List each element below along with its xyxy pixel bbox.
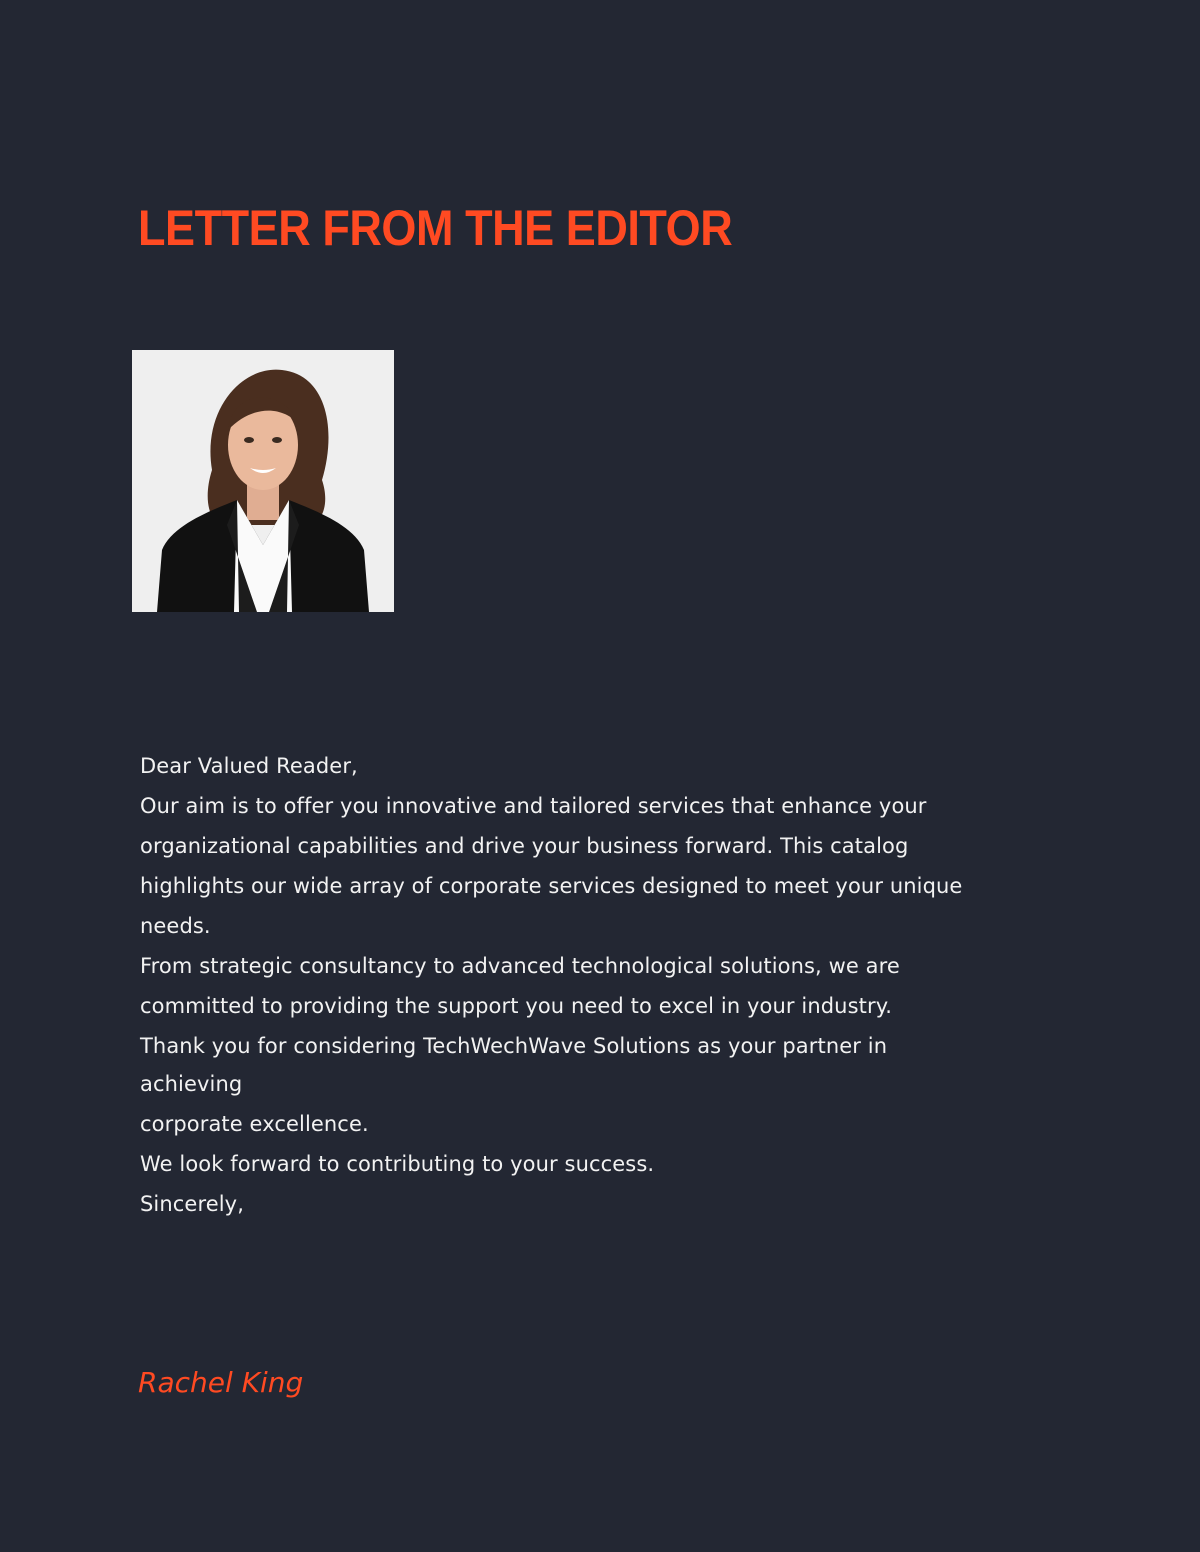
signature-name: Rachel King	[138, 1366, 304, 1399]
letter-line: achieving	[140, 1072, 243, 1096]
letter-line: committed to providing the support you need to excel in your industry.	[140, 994, 892, 1018]
letter-line: organizational capabilities and drive your business forward. This catalog	[140, 834, 909, 858]
letter-line: needs.	[140, 914, 211, 938]
letter-line: Our aim is to offer you innovative and tailored services that enhance your	[140, 794, 927, 818]
letter-line: We look forward to contributing to your success.	[140, 1152, 655, 1176]
letter-line: Dear Valued Reader,	[140, 754, 358, 778]
letter-line: corporate excellence.	[140, 1112, 369, 1136]
letter-line: highlights our wide array of corporate services designed to meet your unique	[140, 874, 963, 898]
editor-portrait-photo	[132, 350, 394, 612]
letter-line: Thank you for considering TechWechWave Solutions as your partner in	[140, 1034, 888, 1058]
letter-line: Sincerely,	[140, 1192, 244, 1216]
page-title: LETTER FROM THE EDITOR	[138, 200, 733, 256]
letter-line: From strategic consultancy to advanced technological solutions, we are	[140, 954, 900, 978]
